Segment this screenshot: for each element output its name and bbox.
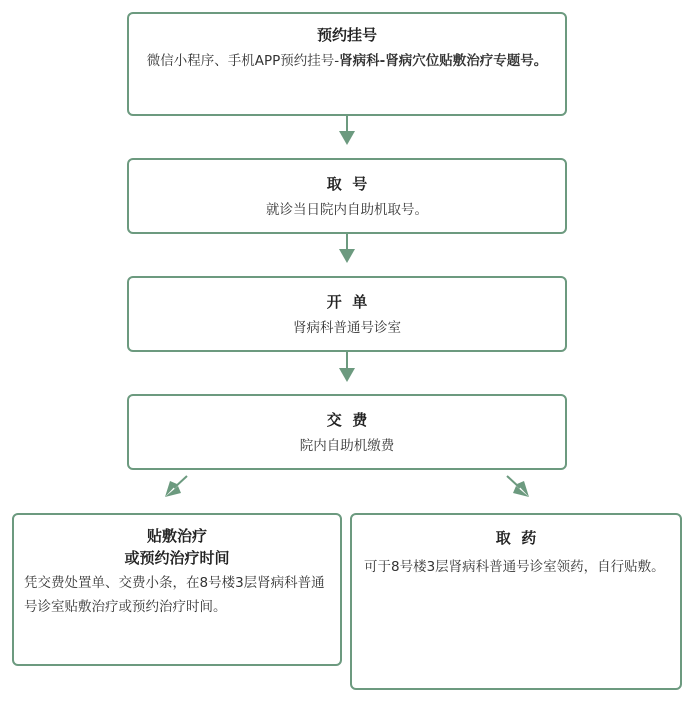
- arrowhead-step2-step3: [339, 249, 355, 263]
- branch-treatment-title-line1: 贴敷治疗: [146, 527, 207, 545]
- step-appointment-title: 预约挂号: [316, 26, 377, 44]
- step-appointment-box: [127, 12, 567, 116]
- step-payment-title: 交 费: [326, 411, 368, 429]
- arrowhead-step3-step4: [339, 368, 355, 382]
- branch-medicine-box: [350, 513, 682, 690]
- step-appointment-text-bold: 肾病科-肾病穴位贴敷治疗专题号。: [339, 53, 548, 69]
- arrowhead-step1-step2: [339, 131, 355, 145]
- step-prescription-text: 肾病科普通号诊室: [293, 320, 401, 336]
- arrow-step4-left: [174, 476, 187, 488]
- branch-medicine-text: 可于8号楼3层肾病科普通号诊室领药，自行贴敷。: [364, 559, 665, 575]
- step-prescription-title: 开 单: [326, 293, 368, 311]
- step-get-number-title: 取 号: [326, 175, 368, 193]
- branch-treatment-box: [12, 513, 342, 666]
- branch-treatment-text: 凭交费处置单、交费小条，在8号楼3层肾病科普通号诊室贴敷治疗或预约治疗时间。: [24, 575, 325, 615]
- step-prescription-box: [127, 276, 567, 352]
- step-get-number-text: 就诊当日院内自助机取号。: [266, 202, 428, 218]
- arrow-step4-right: [507, 476, 520, 488]
- step-payment-box: [127, 394, 567, 470]
- step-get-number-box: [127, 158, 567, 234]
- step-payment-text: 院内自助机缴费: [299, 438, 395, 454]
- step-appointment-text-normal: 微信小程序、手机APP预约挂号-: [146, 53, 340, 69]
- step-appointment-text: [129, 49, 565, 73]
- branch-medicine-title: 取 药: [495, 529, 537, 547]
- branch-treatment-title-line2: 或预约治疗时间: [124, 549, 230, 567]
